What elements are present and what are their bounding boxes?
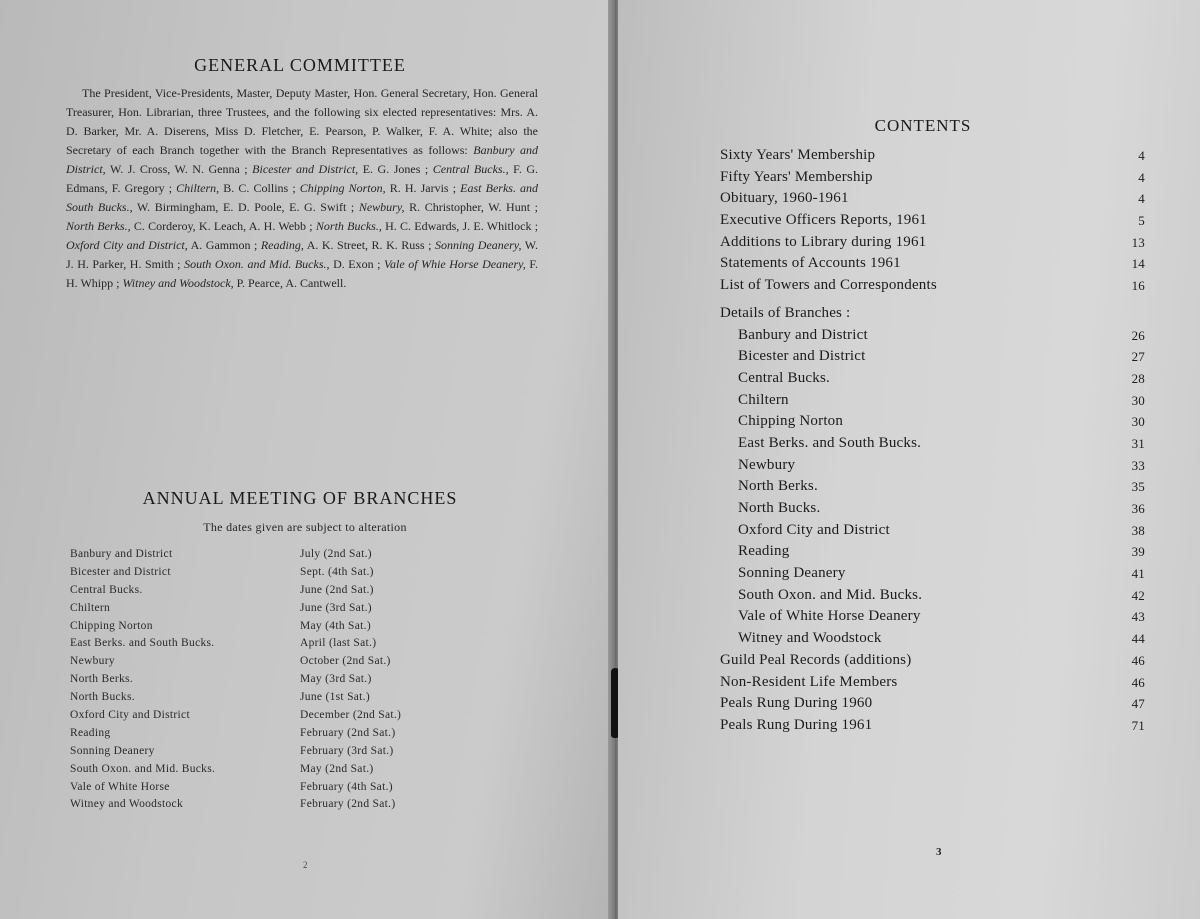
meeting-row [70, 618, 490, 636]
contents-entry-page: 71 [1131, 717, 1145, 733]
meeting-row [70, 564, 490, 582]
meeting-branch: North Berks. [70, 673, 134, 686]
contents-entry-title: Additions to Library during 1961 [720, 233, 927, 250]
contents-entry-page: 41 [1131, 566, 1145, 582]
contents-entry-page: 4 [1138, 148, 1145, 163]
contents-entry-page: 43 [1131, 609, 1145, 625]
contents-entry [720, 411, 1145, 433]
meeting-date: Sept. (4th Sat.) [300, 565, 374, 578]
contents-entry [720, 628, 1145, 650]
committee-branch-reps: B. C. Collins ; [223, 181, 296, 195]
committee-branch-name: East Berks. and South Bucks., [66, 181, 539, 214]
meeting-date: April (last Sat.) [300, 637, 377, 650]
committee-branch-reps: W. J. H. Parker, H. Smith ; [66, 238, 538, 271]
contents-entry-page: 46 [1131, 674, 1145, 690]
contents-entry-page: 44 [1131, 631, 1145, 647]
contents-entry-page: 5 [1138, 213, 1145, 229]
meeting-branch: East Berks. and South Bucks. [70, 637, 215, 650]
right-page [618, 0, 1200, 919]
committee-branch-reps: P. Pearce, A. Cantwell. [236, 276, 347, 290]
meeting-row [70, 600, 490, 618]
contents-entry-title: Peals Rung During 1961 [720, 716, 873, 733]
committee-branch-name: North Berks., [66, 219, 131, 233]
meeting-date: July (2nd Sat.) [300, 548, 372, 560]
contents-entry-page: 4 [1138, 191, 1145, 207]
committee-branch-reps: W. J. Cross, W. N. Genna ; [109, 162, 248, 176]
meeting-branch: Chiltern [70, 601, 111, 614]
contents-entry [720, 253, 1145, 275]
meeting-branch: Chipping Norton [70, 619, 153, 632]
contents-entry-page: 28 [1131, 370, 1145, 386]
annual-meeting-list [70, 546, 490, 814]
contents-entry-title: Peals Rung During 1960 [720, 695, 873, 712]
contents-entry [720, 145, 1145, 167]
contents-entry-page: 31 [1131, 435, 1145, 451]
contents-entry [720, 520, 1145, 542]
contents-entry-page: 39 [1131, 544, 1145, 560]
committee-branch-name: Chiltern, [176, 181, 220, 195]
committee-branch-name: Witney and Woodstock, [122, 276, 234, 290]
meeting-row [70, 653, 490, 671]
committee-branch-name: Newbury, [358, 200, 405, 214]
contents-entry-title: Central Bucks. [738, 369, 830, 386]
contents-entry-title: South Oxon. and Mid. Bucks. [738, 586, 923, 603]
meeting-date: May (3rd Sat.) [300, 673, 372, 686]
committee-branch-reps: F. G. Edmans, F. Gregory ; [66, 162, 539, 195]
contents-entry [720, 275, 1145, 297]
meeting-branch: South Oxon. and Mid. Bucks. [70, 762, 216, 775]
meeting-date: February (2nd Sat.) [300, 798, 396, 811]
contents-entry-page: 36 [1131, 501, 1145, 516]
contents-entry-title: Banbury and District [738, 326, 868, 343]
contents-entry-title: Non-Resident Life Members [720, 673, 898, 690]
meeting-date: June (1st Sat.) [300, 691, 370, 704]
contents-entry-page: 47 [1131, 696, 1145, 712]
contents-entry-title: Vale of White Horse Deanery [738, 608, 921, 625]
contents-entry [720, 476, 1145, 498]
contents-entry-page: 42 [1131, 587, 1145, 603]
committee-branch-name: Bicester and District, [252, 162, 359, 176]
contents-entry-page: 35 [1131, 479, 1145, 495]
general-committee-title: GENERAL COMMITTEE [194, 55, 406, 75]
meeting-date: February (2nd Sat.) [300, 726, 396, 739]
meeting-date: October (2nd Sat.) [300, 655, 391, 668]
contents-entry [720, 672, 1145, 694]
meeting-branch: Central Bucks. [70, 583, 143, 596]
contents-entry-title: Statements of Accounts 1961 [720, 255, 901, 272]
committee-branch-reps: W. Birmingham, E. D. Poole, E. G. Swift ; [136, 200, 355, 214]
contents-entry [720, 368, 1145, 390]
meeting-branch: Sonning Deanery [70, 744, 155, 757]
contents-entry [720, 606, 1145, 628]
committee-branch-name: Banbury and District, [66, 143, 539, 176]
contents-entry-page: 46 [1131, 652, 1145, 668]
meeting-date: June (3rd Sat.) [300, 601, 372, 614]
contents-entry-title: Executive Officers Reports, 1961 [720, 212, 927, 229]
meeting-branch: Reading [70, 726, 111, 739]
meeting-branch: Witney and Woodstock [70, 798, 183, 811]
page-number: 2 [303, 860, 308, 870]
contents-entry-title: Witney and Woodstock [738, 630, 882, 647]
contents-entry-page: 38 [1131, 522, 1145, 538]
contents-entry-title: Chipping Norton [738, 413, 844, 430]
contents-entry [720, 188, 1145, 210]
committee-branch-reps: F. H. Whipp ; [66, 257, 539, 290]
contents-entry-title: Sonning Deanery [738, 565, 846, 582]
contents-entry-title: Details of Branches : [720, 304, 851, 321]
contents-entry-page: 30 [1131, 392, 1145, 408]
contents-entry-title: Chiltern [738, 391, 789, 408]
meeting-date: May (2nd Sat.) [300, 762, 374, 775]
contents-entry-page: 33 [1131, 457, 1145, 473]
contents-entry-title: Fifty Years' Membership [720, 168, 873, 185]
contents-entry [720, 303, 1145, 325]
meeting-branch: Banbury and District [70, 548, 173, 560]
meeting-date: February (4th Sat.) [300, 780, 393, 793]
page-number: 3 [936, 846, 942, 858]
general-committee-body [66, 84, 538, 293]
meeting-branch: Oxford City and District [70, 709, 190, 722]
meeting-row [70, 743, 490, 761]
contents-entry-title: North Berks. [738, 478, 818, 495]
meeting-row [70, 546, 490, 564]
committee-branch-reps: A. Gammon ; [190, 238, 258, 252]
contents-entry-title: Guild Peal Records (additions) [720, 651, 912, 668]
committee-branch-name: Sonning Deanery, [434, 238, 522, 252]
contents-entry [720, 433, 1145, 455]
meeting-branch: Vale of White Horse [70, 780, 170, 793]
contents-entry-title: Bicester and District [738, 348, 866, 365]
contents-entry [720, 563, 1145, 585]
meeting-row [70, 671, 490, 689]
contents-entry [720, 346, 1145, 368]
contents-entry-title: Newbury [738, 456, 796, 473]
meeting-row [70, 725, 490, 743]
contents-entry [720, 210, 1145, 232]
meeting-row [70, 779, 490, 797]
meeting-row [70, 796, 490, 814]
contents-entry [720, 390, 1145, 412]
annual-meeting-title: ANNUAL MEETING OF BRANCHES [142, 488, 458, 508]
committee-branch-name: Oxford City and District, [66, 238, 188, 252]
contents-entry-page: 14 [1131, 256, 1145, 272]
committee-branch-name: South Oxon. and Mid. Bucks., [184, 257, 330, 271]
contents-entry-title: List of Towers and Correspondents [720, 277, 937, 294]
committee-branch-reps: H. C. Edwards, J. E. Whitlock ; [385, 219, 539, 233]
contents-entry [720, 585, 1145, 607]
contents-entry [720, 455, 1145, 477]
meeting-row [70, 707, 490, 725]
meeting-date: December (2nd Sat.) [300, 709, 402, 722]
contents-entry-title: East Berks. and South Bucks. [738, 434, 922, 451]
contents-entry [720, 715, 1145, 737]
meeting-row [70, 761, 490, 779]
contents-entry-title: North Bucks. [738, 500, 821, 516]
contents-entry [720, 498, 1145, 520]
contents-entry-page: 30 [1131, 414, 1145, 430]
contents-entry-page: 4 [1138, 169, 1145, 185]
committee-branch-name: Vale of Whie Horse Deanery, [384, 257, 526, 271]
contents-entry-title: Obituary, 1960-1961 [720, 190, 849, 207]
contents-entry [720, 693, 1145, 715]
meeting-branch: North Bucks. [70, 691, 135, 704]
meeting-branch: Newbury [70, 655, 115, 668]
meeting-date: May (4th Sat.) [300, 619, 371, 632]
contents-entry [720, 541, 1145, 563]
committee-branch-reps: R. Christopher, W. Hunt ; [409, 200, 538, 214]
committee-branch-reps: A. K. Street, R. K. Russ ; [306, 238, 432, 252]
meeting-row [70, 582, 490, 600]
committee-branch-reps: D. Exon ; [333, 257, 381, 271]
meeting-branch: Bicester and District [70, 565, 171, 578]
contents-entry-title: Oxford City and District [738, 521, 890, 538]
annual-meeting-note: The dates given are subject to alteration [203, 520, 407, 534]
contents-entry-page: 13 [1131, 234, 1145, 250]
contents-entry [720, 232, 1145, 254]
contents-entry-title: Reading [738, 543, 790, 560]
meeting-row [70, 689, 490, 707]
meeting-date: February (3rd Sat.) [300, 744, 394, 757]
committee-branch-name: North Bucks., [315, 219, 382, 233]
committee-branch-reps: R. H. Jarvis ; [389, 181, 457, 195]
contents-entry-page: 27 [1131, 349, 1145, 365]
committee-branch-name: Central Bucks., [432, 162, 509, 176]
contents-entry-page: 26 [1131, 327, 1145, 343]
meeting-row [70, 635, 490, 653]
contents-entry [720, 167, 1145, 189]
contents-list [720, 145, 1145, 737]
committee-branch-reps: C. Corderoy, K. Leach, A. H. Webb ; [133, 219, 313, 233]
committee-branch-name: Reading, [260, 238, 304, 252]
contents-entry-page: 16 [1131, 278, 1145, 294]
branch-representatives [66, 143, 538, 290]
general-committee-intro: The President, Vice-Presidents, Master, Deputy Master, Hon. General Secretary, Hon. General Treasurer, Hon. Librarian, three Trustees, and the following six elected representatives: Mrs. A. D. Barker, Mr. A. Diserens, Miss D. Fletcher, E. Pearson, P. Walker, F. A. White; also the Secretary of each Branch together with the Branch Representatives as follows: [66, 86, 538, 157]
committee-branch-reps: E. G. Jones ; [362, 162, 429, 176]
contents-entry-title: Sixty Years' Membership [720, 147, 876, 163]
contents-title: CONTENTS [874, 116, 972, 135]
contents-entry [720, 650, 1145, 672]
committee-branch-name: Chipping Norton, [299, 181, 386, 195]
contents-entry [720, 325, 1145, 347]
meeting-date: June (2nd Sat.) [300, 583, 374, 596]
